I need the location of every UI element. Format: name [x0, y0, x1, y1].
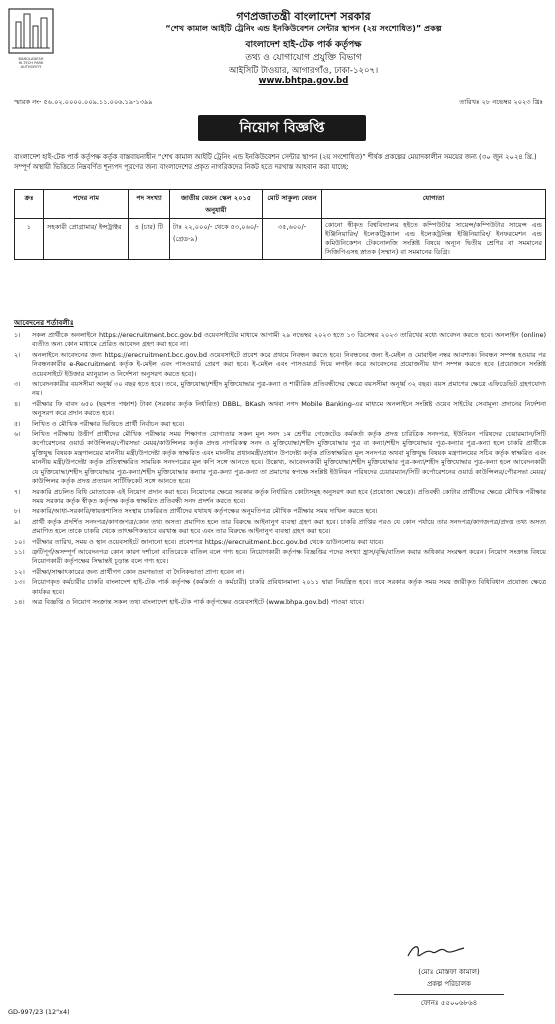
- item-text: পরীক্ষা/সাক্ষাৎকারের জন্য প্রার্থীগণ কোন ভ্রমণভাতা বা দৈনিকভাতা প্রাপ্য হবেন না।: [32, 567, 245, 576]
- list-item: [14, 568, 546, 577]
- signature-icon: [404, 942, 468, 962]
- list-item: [14, 380, 546, 399]
- item-text: লিখিত পরীক্ষায় উত্তীর্ণ প্রার্থীদের মৌখিক পরীক্ষার সময় শিক্ষাগত যোগ্যতার সকল মূল সনদ ১ম শ্রেণীর গেজেটেড কর্মকর্তা কর্তৃক প্রদত্ত চারিত্রিক সনদপত্র, ইউনিয়ন পরিষদের চেয়ারম্যান/সিটি কর্পোরেশনের ওয়ার্ড কাউন্সিলর/পৌরসভা মেয়র/কাউন্সিলর কর্তৃক প্রদত্ত নাগরিকত্ব সনদ ও মুক্তিযোদ্ধা/শহীদ মুক্তিযোদ্ধার পুত্র বা কন্যা/শহীদ মুক্তিযোদ্ধার পুত্র-কন্যার পুত্র-কন্যা হলে চাকরি প্রার্থীকে মুক্তিযুদ্ধ বিষয়ক মন্ত্রণালয়ের মাননীয় মন্ত্রী/উপদেষ্টা কর্তৃক স্বাক্ষরিত এবং মাননীয় প্রধানমন্ত্রী/প্রধান উপদেষ্টা কর্তৃক প্রতিস্বাক্ষরিত মূল সনদপত্র অথবা মুক্তিযুদ্ধ বিষয়ক মন্ত্রণালয়ের সচিব কর্তৃক স্বাক্ষরিত এবং মাননীয় মন্ত্রী/উপদেষ্টা কর্তৃক প্রতিস্বাক্ষরিত সাময়িক সনদপত্রের মূল কপি সঙ্গে আনতে হবে। উল্লেখ্য, আবেদনকারী মুক্তিযোদ্ধা/শহীদ মুক্তিযোদ্ধার পুত্র-কন্যা/শহীদ মুক্তিযোদ্ধার পুত্র-কন্যা হলে আবেদনকারী যে মুক্তিযোদ্ধা/শহীদ মুক্তিযোদ্ধার পুত্র-কন্যা/শহীদ মুক্তিযোদ্ধার কন্যার পুত্র-কন্যা পুত্র-কন্যা তা প্রমাণের স্বপক্ষে সংশ্লিষ্ট ইউনিয়ন পরিষদের চেয়ারম্যান/সিটি কর্পোরেশনের ওয়ার্ড কাউন্সিলর/পৌরসভা মেয়র/কাউন্সিলর কর্তৃক প্রদত্ত প্রত্যয়ন সার্টিফিকেট সঙ্গে আনতে হবে।: [32, 430, 546, 486]
- signatory-designation: প্রকল্প পরিচালক: [427, 980, 471, 988]
- cell-salary: ৩৫,৬০০/-: [263, 219, 322, 260]
- division-name: তথ্য ও যোগাযোগ প্রযুক্তি বিভাগ: [245, 53, 362, 63]
- conditions-list: [14, 331, 546, 608]
- notice-date: তারিখঃ ২৮ নভেম্বর ২০২৩ খ্রিঃ: [459, 98, 543, 106]
- item-text: অনলাইনে আবেদনের জন্য https://erecruitment.bcc.gov.bd ওয়েবসাইটে প্রবেশ করে প্রথমে নিবন্ধন করতে হবে। নিবন্ধনের জন্য ই-মেইল ও মোবাইল নম্বর আবশ্যক। নিবন্ধন সম্পন্ন হওয়ার পর নিবন্ধনকারীর e-Recruitment কর্তৃক ই-মেইল এবং পাসওয়ার্ড প্রেরণ করা হবে। ই-মেইল এবং পাসওয়ার্ড দিয়ে লগইন করে আবেদনের প্রয়োজনীয় ধাপ সম্পন্ন করতে হবে (প্রয়োজনে সংশ্লিষ্ট ওয়েবসাইটে ইউজার ম্যানুয়াল ও নির্দেশনা অনুসরণ করতে হবে)।: [32, 350, 546, 378]
- item-text: আবেদনকারীর বয়সসীমা অনূর্ধ্ব ৩০ বছর হতে হবে। তবে, মুক্তিযোদ্ধা/শহীদ মুক্তিযোদ্ধার পুত্র-কন্যা ও শারীরিক প্রতিবন্ধীদের ক্ষেত্রে বয়সসীমা অনূর্ধ্ব ৩২ বছর। বয়স প্রমাণের ক্ষেত্রে এফিডেভিট গ্রহণযোগ্য নয়।: [32, 380, 546, 398]
- list-item: [14, 488, 546, 507]
- memo-number: স্মারক নং- ৫৬.০২.০০০০.০০৯.১১.০০৬.১৯-১৩৯৯: [14, 98, 153, 106]
- item-text: ত্রুটিপূর্ণ/অসম্পূর্ণ আবেদনপত্র কোন কারণ দর্শানো ব্যতিরেকে বাতিল বলে গণ্য হবে। নিয়োগকারী কর্তৃপক্ষ বিজ্ঞপ্তির পদের সংখ্যা হ্রাস/বৃদ্ধি/বাতিল করার অধিকার সংরক্ষণ করেন। নিয়োগ সংক্রান্ত বিষয়ে নিয়োগকারী কর্তৃপক্ষের সিদ্ধান্তই চূড়ান্ত বলে গণ্য হবে।: [32, 547, 546, 566]
- signatory-phone: ফোনঃ ৫৫০০৬৮৬৪: [420, 999, 478, 1007]
- item-number: ১৩।: [14, 578, 25, 587]
- item-number: ৩।: [14, 380, 21, 389]
- list-item: [14, 538, 546, 547]
- list-item: [14, 420, 546, 429]
- gd-code: GD-997/23 (12"x4): [8, 1008, 70, 1016]
- notice-banner: নিয়োগ বিজ্ঞপ্তি: [198, 115, 366, 141]
- item-number: ১৪।: [14, 597, 25, 606]
- col-post: পদের নাম: [44, 190, 129, 219]
- list-item: [14, 548, 546, 567]
- svg-text:AUTHORITY: AUTHORITY: [20, 65, 42, 69]
- col-serial: ক্রঃ: [15, 190, 44, 219]
- item-text: সরকারি প্রচলিত বিধি মোতাবেক এই নিয়োগ প্রদান করা হবে। নিয়োগের ক্ষেত্রে সরকার কর্তৃক নির্ধারিত কোটাসমূহ অনুসরণ করা হবে (প্রযোজ্য ক্ষেত্রে)। প্রতিবন্ধী কোটার প্রার্থীদের ক্ষেত্রে মৌখিক পরীক্ষার সময় সরকার কর্তৃক স্বীকৃত কর্তৃপক্ষ কর্তৃক স্বাক্ষরিত প্রতিবন্ধী সনদ প্রদর্শন করতে হবে।: [32, 487, 546, 505]
- list-item: [14, 578, 546, 597]
- item-text: সকল প্রার্থীকে অনলাইনে https://erecruitment.bcc.gov.bd ওয়েবসাইটের মাধ্যমে আগামী ২৯ নভেম্বর ২০২৩ হতে ১৩ ডিসেম্বর ২০২৩ তারিখের মধ্যে আবেদন করতে হবে। অনলাইন (online) ব্যতীত অন্য কোন মাধ্যমে প্রেরিত আবেদন গ্রহণ করা হবে না।: [32, 331, 546, 349]
- item-number: ১২।: [14, 567, 25, 576]
- item-number: ৭।: [14, 487, 21, 496]
- item-text: সরকারি/আধা-সরকারি/স্বায়ত্তশাসিত সংস্থায় চাকরিরত প্রার্থীদের যথাযথ কর্তৃপক্ষের অনুমতিপত্র মৌখিক পরীক্ষার সময় দাখিল করতে হবে।: [32, 507, 378, 516]
- col-qualification: যোগ্যতা: [322, 190, 546, 219]
- item-number: ৬।: [14, 430, 21, 439]
- svg-text:BANGLADESH: BANGLADESH: [18, 57, 44, 61]
- item-number: ৮।: [14, 507, 21, 516]
- list-item: [14, 507, 546, 516]
- vacancy-table: [14, 189, 546, 260]
- svg-text:HI-TECH PARK: HI-TECH PARK: [18, 61, 44, 65]
- item-number: ১১।: [14, 547, 25, 556]
- list-item: [14, 598, 546, 607]
- col-salary: মোট সাকুল্য বেতন: [263, 190, 322, 219]
- item-number: ৫।: [14, 419, 21, 428]
- item-number: ৪।: [14, 399, 21, 408]
- item-number: ১০।: [14, 537, 25, 546]
- govt-title: গণপ্রজাতন্ত্রী বাংলাদেশ সরকার: [236, 10, 371, 23]
- address: আইসিটি টাওয়ার, আগারগাঁও, ঢাকা-১২০৭।: [228, 66, 379, 76]
- signature-divider: [394, 994, 504, 995]
- website-link[interactable]: www.bhtpa.gov.bd: [258, 76, 349, 86]
- item-text: নিয়োগকৃত কর্মচারীর চাকরি বাংলাদেশ হাই-টেক পার্ক কর্তৃপক্ষ (কর্মকর্তা ও কর্মচারী) চাকরি প্রবিধানমালা ২০১১ দ্বারা নিয়ন্ত্রিত হবে। তবে সরকার কর্তৃক সময় সময় জারীকৃত বিধিবিধান প্রযোজ্য ক্ষেত্রে কার্যকর হবে।: [32, 578, 546, 596]
- cell-count: ৪ (চার) টি: [129, 219, 170, 260]
- list-item: [14, 351, 546, 379]
- item-text: প্রার্থী কর্তৃক প্রদর্শিত সনদপত্র/কাগজপত্র/কোন তথ্য অসত্য প্রমাণিত হলে তার বিরুদ্ধে আইনানুগ ব্যবস্থা গ্রহণ করা হবে। চাকরি প্রাপ্তির পরও যে কোন পর্যায়ে তার সনদপত্র/কাগজপত্র/প্রদত্ত তথ্য অসত্য প্রমাণিত হলে তাকে চাকরি থেকে তাৎক্ষণিকভাবে বরখাস্ত করা হবে এবং তার বিরুদ্ধে আইনানুগ ব্যবস্থা গ্রহণ করা হবে।: [32, 517, 546, 536]
- cell-scale: টাঃ ২২,০০০/- থেকে ৫৩,০৬০/- (গ্রেড-৯): [170, 219, 263, 260]
- item-text: অত্র বিজ্ঞপ্তি ও নিয়োগ সংক্রান্ত সকল তথ্য বাংলাদেশ হাই-টেক পার্ক কর্তৃপক্ষের ওয়েবসাইটে (www.bhpa.gov.bd) পাওয়া যাবে।: [32, 597, 364, 606]
- item-number: ২।: [14, 350, 21, 359]
- conditions-title: আবেদনের শর্তাবলীঃ: [14, 318, 74, 327]
- project-title: “শেখ কামাল আইটি ট্রেনিং এন্ড ইনকিউবেশন সেন্টার স্থাপন (২য় সংশোধিত)” প্রকল্প: [165, 23, 442, 33]
- cell-serial: ১: [15, 219, 44, 260]
- item-text: পরীক্ষার তারিখ, সময় ও স্থান ওয়েবসাইটে জানানো হবে। প্রবেশপত্র https://erecruitment.bcc.gov.bd থেকে ডাউনলোড করা যাবে।: [32, 537, 384, 546]
- cell-post: সহকারী প্রোগ্রামার/ ইন্সট্রাক্টর: [44, 219, 129, 260]
- list-item: [14, 331, 546, 350]
- signatory-name: (মোঃ মোস্তফা কামাল): [418, 968, 480, 976]
- list-item: [14, 430, 546, 486]
- item-text: লিখিত ও মৌখিক পরীক্ষার ভিত্তিতে প্রার্থী নির্বাচন করা হবে।: [32, 419, 185, 428]
- item-text: পরীক্ষার ফি বাবদ ৬৫০ (ছয়শত পঞ্চাশ) টাকা (সরকার কর্তৃক নির্ধারিত) DBBL, BKash অথবা নগদ Mobile Banking-এর মাধ্যমে অনলাইনে সংশ্লিষ্ট ওয়েব সাইটের সেবামূল্য প্রদানের নির্দেশনা অনুসরণ করে প্রদান করতে হবে।: [32, 399, 546, 418]
- table-header-row: [15, 190, 546, 219]
- col-scale: জাতীয় বেতন স্কেল ২০১৫ অনুযায়ী: [170, 190, 263, 219]
- cell-qualification: কোনো স্বীকৃত বিশ্ববিদ্যালয় হইতে কম্পিউটার সায়েন্স/কম্পিউটার সায়েন্স এন্ড ইঞ্জিনিয়ারিং/ ইলেকট্রিক্যাল এন্ড ইলেকট্রনিক্স ইঞ্জিনিয়ারিং/ ইনফরমেশন এন্ড কমিউনিকেশন টেকনোলজি সংশ্লিষ্ট বিষয়ে অন্যূন দ্বিতীয় শ্রেণির বা সমমানের সিজিপিএসহ স্নাতক (সম্মান) বা সমমানের ডিগ্রি।: [322, 219, 546, 260]
- intro-paragraph: বাংলাদেশ হাই-টেক পার্ক কর্তৃপক্ষ কর্তৃক বাস্তবায়নাধীন “শেখ কামাল আইটি ট্রেনিং এন্ড ইনকিউবেশন সেন্টার স্থাপন (২য় সংশোধিত)” শীর্ষক প্রকল্পের মেয়াদকালীন সময়ের জন্য (৩০ জুন ২০২৪ খ্রি.) সম্পূর্ণ অস্থায়ী ভিত্তিতে নিম্নবর্ণিত শূন্যপদ পূরণের জন্য বাংলাদেশের প্রকৃত নাগরিকদের নিকট হতে দরখাস্ত আহবান করা যাচ্ছে:: [14, 153, 537, 171]
- bhtpa-logo-icon: [8, 8, 54, 70]
- table-row: [15, 219, 546, 260]
- item-number: ৯।: [14, 517, 21, 526]
- list-item: [14, 400, 546, 419]
- list-item: [14, 518, 546, 537]
- authority-name: বাংলাদেশ হাই-টেক পার্ক কর্তৃপক্ষ: [245, 40, 362, 50]
- item-number: ১।: [14, 331, 21, 339]
- col-count: পদ সংখ্যা: [129, 190, 170, 219]
